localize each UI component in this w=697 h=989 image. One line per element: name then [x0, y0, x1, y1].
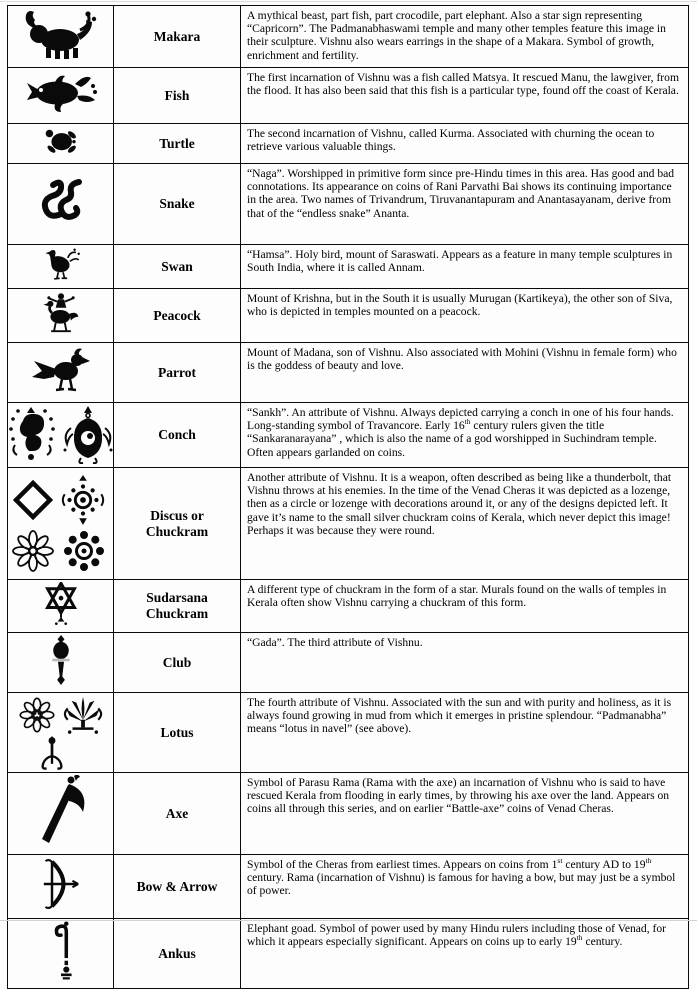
symbol-cell [8, 164, 114, 245]
symbol-description: “Naga”. Worshipped in primitive form since pre-Hindu times in this area. Has good and bad connotations. Its appearance on coins of Rani Parvathi Bai shows its continuing importance in the area. Two names of Trivandrum, Tiruvanantapuram and Anantasayanam, derive from that of the “endless snake” Ananta. [241, 164, 689, 245]
symbol-name: Turtle [114, 124, 241, 164]
snake-icon [35, 177, 87, 227]
symbol-cell [8, 245, 114, 289]
symbol-name: Lotus [114, 693, 241, 773]
symbol-cell [8, 6, 114, 68]
symbol-description: “Sankh”. An attribute of Vishnu. Always depicted carrying a conch in one of his four hands. Long-standing symbol of Travancore. Early 16th century rulers given the title “Sankaranarayana” , which is also the name of a god worshipped in Suchindram temple. Often appears garlanded on coins. [241, 403, 689, 468]
symbol-description: Mount of Krishna, but in the South it is usually Murugan (Kartikeya), the other son of Siva, who is depicted in temples mounted on a peacock. [241, 289, 689, 343]
symbol-cell [8, 468, 114, 580]
conch-right-icon [63, 406, 113, 464]
table-row [8, 633, 689, 693]
symbol-description: A mythical beast, part fish, part crocodile, part elephant. Also a star sign representing “Capricorn”. The Padmanabhaswami temple and many other temples feature this image in their sculpture. Vishnu also wears earrings in the shape of a Makara. Symbol of growth, enrichment and fertility. [241, 6, 689, 68]
makara-icon [22, 8, 100, 60]
symbol-cell [8, 855, 114, 919]
table-row [8, 468, 689, 580]
symbol-name: Sudarsana Chuckram [114, 580, 241, 633]
table-row [8, 68, 689, 124]
peacock-icon [34, 291, 88, 335]
symbol-description: Elephant goad. Symbol of power used by many Hindu rulers including those of Venad, for which it appears especially significant. Appears on coins up to early 19th century. [241, 919, 689, 989]
lotus-rosette-icon [18, 696, 56, 734]
table-row [8, 580, 689, 633]
axe-icon [35, 775, 87, 847]
table-row [8, 289, 689, 343]
symbol-name: Peacock [114, 289, 241, 343]
club-icon [49, 635, 73, 685]
symbol-name: Snake [114, 164, 241, 245]
symbol-description: The fourth attribute of Vishnu. Associated with the sun and with purity and holiness, as it is always found growing in mud from which it emerges in pristine splendour. “Padmanabha” means “lotus in navel” (see above). [241, 693, 689, 773]
symbol-name: Parrot [114, 343, 241, 403]
symbol-description: The first incarnation of Vishnu was a fish called Matsya. It rescued Manu, the lawgiver, from the flood. It has also been said that this fish is a particular type, found off the coast of Kerala. [241, 68, 689, 124]
fish-icon [25, 70, 97, 116]
table-row [8, 164, 689, 245]
lotus-stem-icon [34, 736, 70, 770]
symbol-name: Axe [114, 773, 241, 855]
symbol-description: “Hamsa”. Holy bird, mount of Saraswati. Appears as a feature in many temple sculptures in South India, where it is called Annam. [241, 245, 689, 289]
symbol-cell [8, 633, 114, 693]
star-chuckram-icon [33, 582, 89, 625]
swan-icon [31, 247, 91, 281]
table-row [8, 6, 689, 68]
symbol-description: The second incarnation of Vishnu, called Kurma. Associated with churning the ocean to retrieve various valuable things. [241, 124, 689, 164]
lotus-flower-icon [62, 695, 104, 735]
symbol-description: A different type of chuckram in the form of a star. Murals found on the walls of temples in Kerala often show Vishnu carrying a chuckram of this form. [241, 580, 689, 633]
symbol-description: Another attribute of Vishnu. It is a weapon, often described as being like a thunderbolt, that Vishnu throws at his enemies. In the time of the Venad Cheras it was depicted as a lozenge, then as a circle or lozenge with decorations around it, or any of the designs depicted left. It gave it’s name to the small silver chuckram coins of Kerala, which never depict this image! Perhaps it was because they were round. [241, 468, 689, 580]
table-row [8, 919, 689, 989]
symbol-name: Discus or Chuckram [114, 468, 241, 580]
conch-left-icon [9, 407, 55, 463]
dotted-circle-icon [62, 529, 106, 573]
symbol-name: Club [114, 633, 241, 693]
table-row [8, 773, 689, 855]
symbol-name: Conch [114, 403, 241, 468]
symbol-cell [8, 693, 114, 773]
symbol-table [7, 5, 689, 989]
scan-edge-bottom [0, 920, 697, 921]
table-row [8, 693, 689, 773]
symbol-name: Swan [114, 245, 241, 289]
symbol-description: “Gada”. The third attribute of Vishnu. [241, 633, 689, 693]
rosette-icon [12, 530, 54, 572]
symbol-name: Bow & Arrow [114, 855, 241, 919]
table-row [8, 124, 689, 164]
symbol-description: Symbol of Parasu Rama (Rama with the axe) an incarnation of Vishnu who is said to have rescued Kerala from flooding in early times, by throwing his axe over the land. Appears on coins all through this series, and on earlier “Battle-axe” coins of Venad Cheras. [241, 773, 689, 855]
symbol-cell [8, 919, 114, 989]
symbol-cell [8, 580, 114, 633]
symbol-cell [8, 773, 114, 855]
bow-arrow-icon [38, 857, 84, 911]
symbol-description: Symbol of the Cheras from earliest times. Appears on coins from 1st century AD to 19th century. Rama (incarnation of Vishnu) is famous for having a bow, but may just be a symbol of power. [241, 855, 689, 919]
symbol-cell [8, 343, 114, 403]
symbol-cell [8, 403, 114, 468]
symbol-name: Makara [114, 6, 241, 68]
ornate-circle-icon [61, 475, 105, 525]
symbol-cell [8, 124, 114, 164]
table-row [8, 403, 689, 468]
table-row [8, 245, 689, 289]
symbol-name: Ankus [114, 919, 241, 989]
table-row [8, 855, 689, 919]
symbol-cell [8, 68, 114, 124]
symbol-description: Mount of Madana, son of Vishnu. Also associated with Mohini (Vishnu in female form) who is the goddess of beauty and love. [241, 343, 689, 403]
table-row [8, 343, 689, 403]
turtle-icon [32, 126, 90, 156]
parrot-icon [30, 345, 92, 395]
scan-edge-top [0, 1, 697, 2]
lozenge-icon [13, 480, 53, 520]
symbol-name: Fish [114, 68, 241, 124]
symbol-cell [8, 289, 114, 343]
ankus-icon [47, 921, 75, 981]
